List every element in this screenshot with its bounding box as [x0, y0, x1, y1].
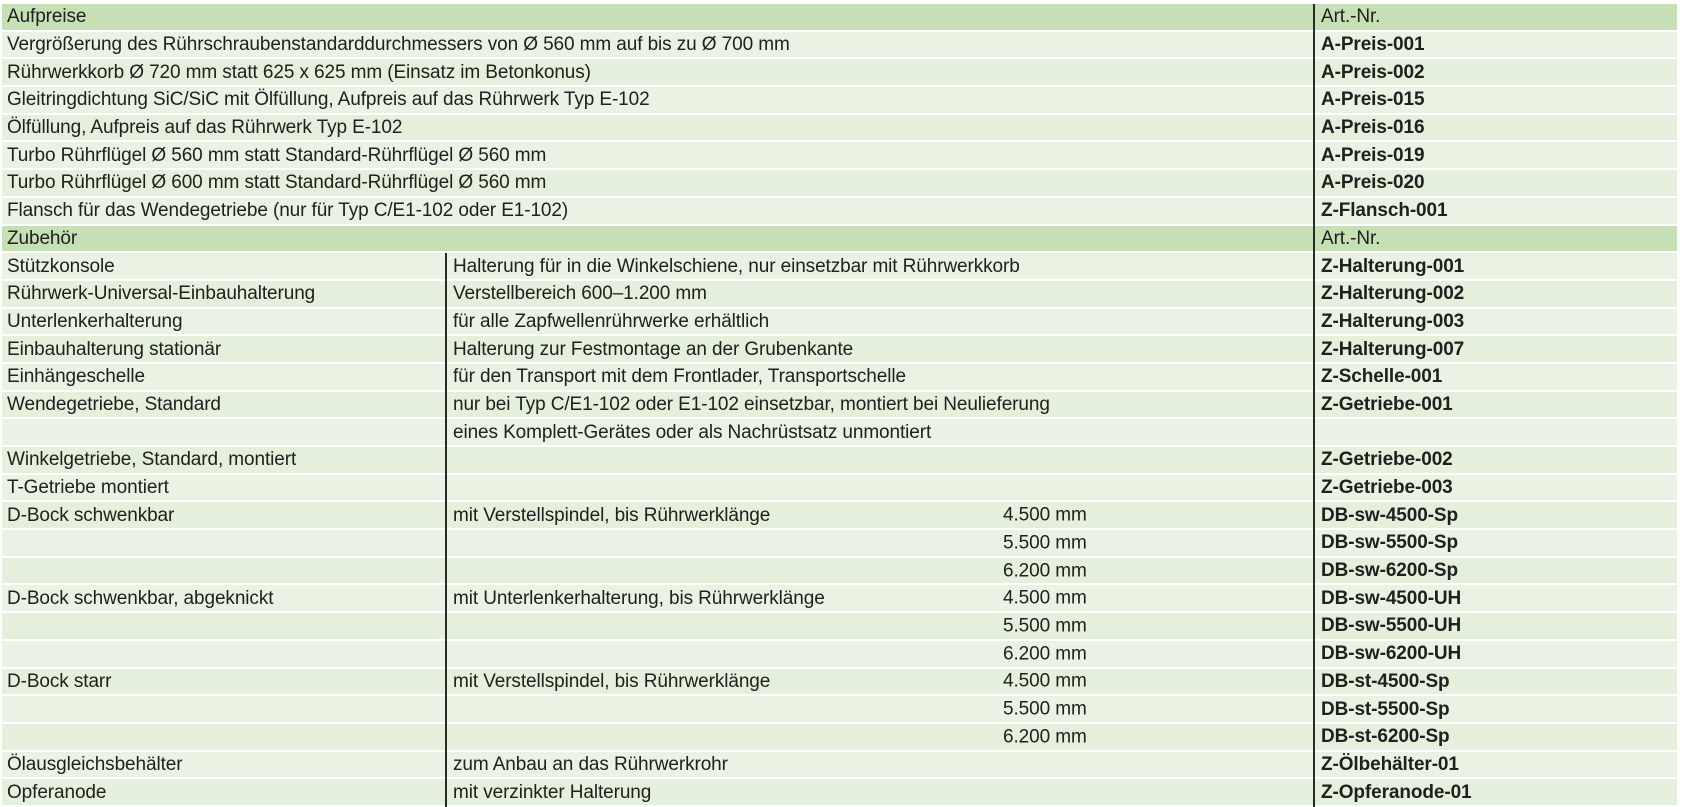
item-description-text: mit Verstellspindel, bis Rührwerklänge	[453, 504, 771, 526]
artnr-column-header: Art.-Nr.	[1321, 227, 1381, 249]
length-value: 6.200 mm	[1003, 560, 1087, 582]
item-description-cell: Rührwerkkorb Ø 720 mm statt 625 x 625 mm (Einsatz im Betonkonus)	[7, 61, 591, 83]
table-row	[2, 752, 1677, 780]
artnr-cell: Z-Schelle-001	[1321, 366, 1443, 388]
artnr-cell: Z-Opferanode-01	[1321, 781, 1472, 803]
artnr-cell: Z-Getriebe-002	[1321, 449, 1453, 471]
item-name-cell: D-Bock schwenkbar, abgeknickt	[7, 587, 274, 609]
artnr-cell: Z-Halterung-002	[1321, 283, 1465, 305]
artnr-cell	[1313, 419, 1677, 445]
item-description-cell	[445, 669, 1313, 695]
table-row	[2, 475, 1677, 503]
artnr-cell: DB-sw-6200-Sp	[1321, 560, 1459, 582]
item-description-cell: Ölfüllung, Aufpreis auf das Rührwerk Typ E-102	[7, 117, 403, 139]
item-description-cell: Vergrößerung des Rührschraubenstandarddurchmessers von Ø 560 mm auf bis zu Ø 700 mm	[7, 34, 790, 56]
item-description-text: mit verzinkter Halterung	[453, 781, 652, 803]
item-description-cell	[445, 447, 1313, 473]
section-header-row	[2, 4, 1677, 32]
artnr-cell: Z-Halterung-003	[1321, 310, 1465, 332]
item-description-text: nur bei Typ C/E1-102 oder E1-102 einsetzbar, montiert bei Neulieferung	[453, 393, 1050, 415]
price-table	[2, 4, 1677, 807]
artnr-column-divider	[1313, 4, 1315, 807]
artnr-cell: DB-sw-4500-Sp	[1321, 504, 1459, 526]
item-description-cell	[445, 336, 1313, 362]
length-value: 4.500 mm	[1003, 504, 1087, 526]
artnr-cell: DB-sw-6200-UH	[1321, 643, 1462, 665]
item-description-cell	[445, 779, 1313, 805]
item-description-text: mit Verstellspindel, bis Rührwerklänge	[453, 670, 771, 692]
item-description-cell: Flansch für das Wendegetriebe (nur für Typ C/E1-102 oder E1-102)	[7, 200, 569, 222]
item-name-cell	[2, 641, 445, 667]
length-value: 4.500 mm	[1003, 670, 1087, 692]
artnr-cell: DB-sw-5500-Sp	[1321, 532, 1459, 554]
item-description-cell: Turbo Rührflügel Ø 560 mm statt Standard-Rührflügel Ø 560 mm	[7, 144, 547, 166]
table-row	[2, 585, 1677, 613]
table-row	[2, 281, 1677, 309]
length-value: 6.200 mm	[1003, 643, 1087, 665]
item-name-cell: Stützkonsole	[7, 255, 115, 277]
artnr-cell: DB-sw-5500-UH	[1321, 615, 1462, 637]
item-description-text: mit Unterlenkerhalterung, bis Rührwerklänge	[453, 587, 825, 609]
table-row	[2, 115, 1677, 143]
item-name-cell: Opferanode	[7, 781, 107, 803]
table-row	[2, 558, 1677, 586]
artnr-cell: Z-Flansch-001	[1321, 200, 1448, 222]
artnr-cell: A-Preis-015	[1321, 89, 1425, 111]
table-row	[2, 502, 1677, 530]
item-description-text: zum Anbau an das Rührwerkrohr	[453, 753, 728, 775]
item-description-cell	[445, 419, 1313, 445]
item-description-cell	[445, 724, 1313, 750]
item-description-cell	[445, 641, 1313, 667]
table-row	[2, 641, 1677, 669]
table-row	[2, 392, 1677, 420]
table-row	[2, 336, 1677, 364]
item-name-cell: Wendegetriebe, Standard	[7, 393, 221, 415]
item-description-text: für alle Zapfwellenrührwerke erhältlich	[453, 310, 770, 332]
length-value: 4.500 mm	[1003, 587, 1087, 609]
artnr-cell: A-Preis-016	[1321, 117, 1425, 139]
item-description-cell	[445, 752, 1313, 778]
item-name-cell	[2, 696, 445, 722]
item-name-cell	[2, 613, 445, 639]
item-description-cell	[445, 475, 1313, 501]
artnr-cell: Z-Getriebe-001	[1321, 393, 1453, 415]
artnr-cell: Z-Halterung-007	[1321, 338, 1465, 360]
item-description-text: Halterung zur Festmontage an der Grubenkante	[453, 338, 854, 360]
item-description-cell	[445, 530, 1313, 556]
table-row	[2, 696, 1677, 724]
item-description-cell	[445, 281, 1313, 307]
section-title: Aufpreise	[7, 6, 87, 28]
artnr-cell: DB-st-4500-Sp	[1321, 670, 1450, 692]
table-row	[2, 530, 1677, 558]
item-description-cell	[445, 309, 1313, 335]
item-description-cell: Gleitringdichtung SiC/SiC mit Ölfüllung, Aufpreis auf das Rührwerk Typ E-102	[7, 89, 650, 111]
table-row	[2, 779, 1677, 807]
length-value: 6.200 mm	[1003, 726, 1087, 748]
item-description-cell	[445, 696, 1313, 722]
item-name-cell: T-Getriebe montiert	[7, 477, 169, 499]
item-name-cell: Winkelgetriebe, Standard, montiert	[7, 449, 297, 471]
table-row	[2, 613, 1677, 641]
section-header-row	[2, 226, 1677, 254]
artnr-cell: Z-Getriebe-003	[1321, 477, 1453, 499]
artnr-cell: A-Preis-002	[1321, 61, 1425, 83]
item-name-cell	[2, 724, 445, 750]
artnr-cell: Z-Ölbehälter-01	[1321, 753, 1459, 775]
artnr-cell: Z-Halterung-001	[1321, 255, 1465, 277]
table-row	[2, 724, 1677, 752]
artnr-cell: A-Preis-001	[1321, 34, 1425, 56]
item-description-text: Verstellbereich 600–1.200 mm	[453, 283, 707, 305]
item-description-text: eines Komplett-Gerätes oder als Nachrüstsatz unmontiert	[453, 421, 932, 443]
item-name-cell	[2, 530, 445, 556]
item-name-cell: D-Bock schwenkbar	[7, 504, 175, 526]
table-row	[2, 419, 1677, 447]
section-title: Zubehör	[7, 227, 78, 249]
length-value: 5.500 mm	[1003, 698, 1087, 720]
length-value: 5.500 mm	[1003, 615, 1087, 637]
item-description-cell	[445, 392, 1313, 418]
length-value: 5.500 mm	[1003, 532, 1087, 554]
item-description-cell	[445, 253, 1313, 279]
item-description-cell	[445, 364, 1313, 390]
table-row	[2, 447, 1677, 475]
table-row	[2, 309, 1677, 337]
item-description-cell	[445, 585, 1313, 611]
table-row	[2, 170, 1677, 198]
artnr-cell: DB-st-5500-Sp	[1321, 698, 1450, 720]
item-name-cell: Einhängeschelle	[7, 366, 145, 388]
item-description-cell	[445, 613, 1313, 639]
item-name-cell: D-Bock starr	[7, 670, 112, 692]
item-description-cell	[445, 558, 1313, 584]
item-description-cell	[445, 502, 1313, 528]
table-row	[2, 142, 1677, 170]
item-description-cell: Turbo Rührflügel Ø 600 mm statt Standard-Rührflügel Ø 560 mm	[7, 172, 547, 194]
item-name-cell: Rührwerk-Universal-Einbauhalterung	[7, 283, 316, 305]
item-description-text: für den Transport mit dem Frontlader, Transportschelle	[453, 366, 906, 388]
table-row	[2, 32, 1677, 60]
table-row	[2, 669, 1677, 697]
table-row	[2, 198, 1677, 226]
table-row	[2, 59, 1677, 87]
artnr-column-header: Art.-Nr.	[1321, 6, 1381, 28]
artnr-cell: DB-sw-4500-UH	[1321, 587, 1462, 609]
item-name-cell: Ölausgleichsbehälter	[7, 753, 183, 775]
artnr-cell: A-Preis-020	[1321, 172, 1425, 194]
item-name-cell: Unterlenkerhalterung	[7, 310, 183, 332]
table-row	[2, 87, 1677, 115]
description-column-divider	[445, 253, 447, 807]
artnr-cell: A-Preis-019	[1321, 144, 1425, 166]
item-name-cell	[2, 558, 445, 584]
item-name-cell	[2, 419, 445, 445]
table-row	[2, 253, 1677, 281]
table-row	[2, 364, 1677, 392]
artnr-cell: DB-st-6200-Sp	[1321, 726, 1450, 748]
item-description-text: Halterung für in die Winkelschiene, nur einsetzbar mit Rührwerkkorb	[453, 255, 1020, 277]
item-name-cell: Einbauhalterung stationär	[7, 338, 222, 360]
